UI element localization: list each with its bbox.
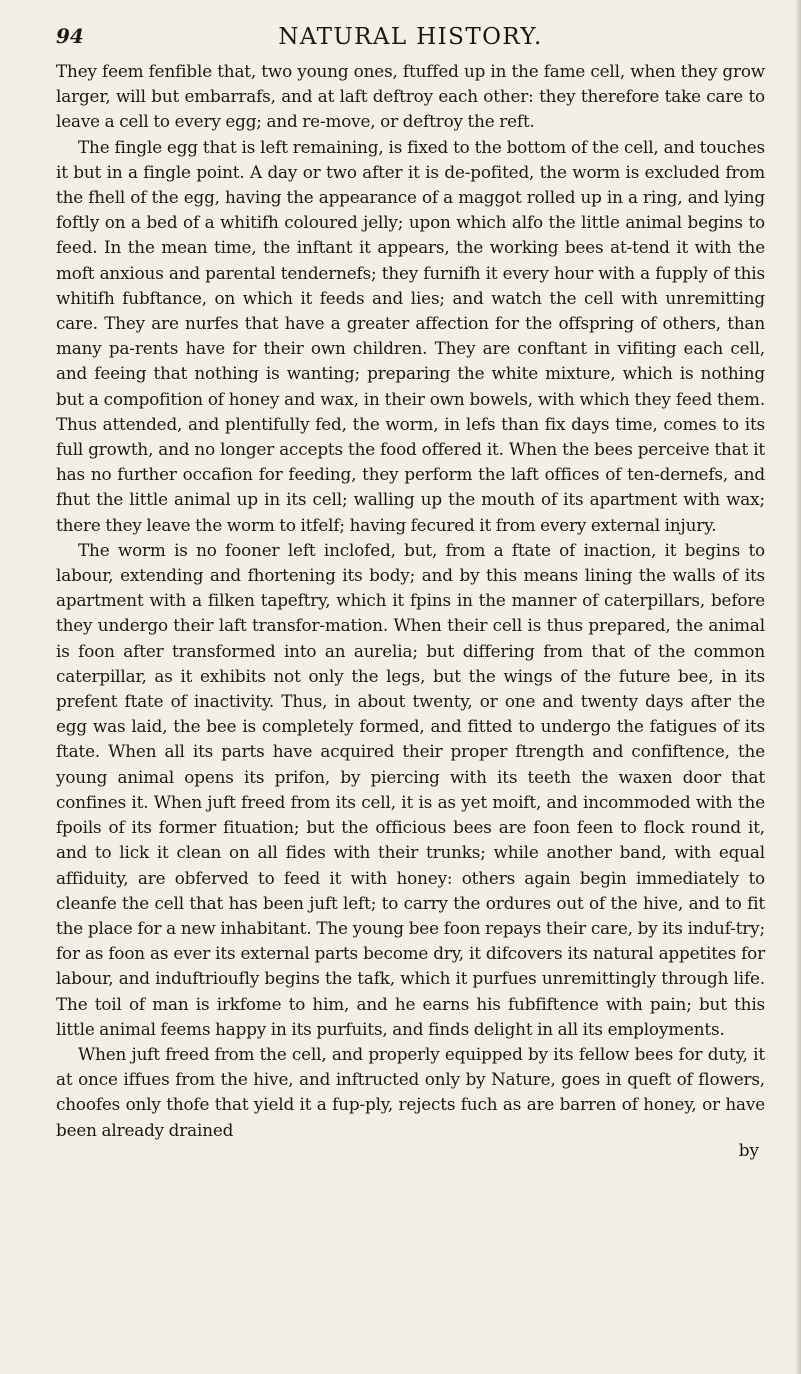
paragraph-3: The worm is no fooner left inclofed, but, from a ftate of inaction, it begins to labour, extending and fhortening its body; and by this means lining the walls of its apartment with a filken tapeftry, which it fpins in the manner of caterpillars, before they undergo their laft transfor-mation. When their cell is thus prepared, the animal is foon after transformed into an aurelia; but differing from that of the common caterpillar, as it exhibits not only the legs, but the wings of the future bee, in its prefent ftate of inactivity. Thus, in about twenty, or one and twenty days after the egg was laid, the bee is completely formed, and fitted to undergo the fatigues of its ftate. When all its parts have acquired their proper ftrength and confiftence, the young animal opens its prifon, by piercing with its teeth the waxen door that confines it. When juft freed from its cell, it is as yet moift, and incommoded with the fpoils of its former fituation; but the officious bees are foon feen to flock round it, and to lick it clean on all fides with their trunks; while another band, with equal affiduity, are obferved to feed it with honey: others again begin immediately to cleanfe the cell that has been juft left; to carry the ordures out of the hive, and to fit the place for a new inhabitant. The young bee foon repays their care, by its induf-try; for as foon as ever its external parts become dry, it difcovers its natural appetites for labour, and induftrioufly begins the tafk, which it purfues unremittingly through life. The toil of man is irkfome to him, and he earns his fubfiftence with pain; but this little animal feems happy in its purfuits, and finds delight in all its employments. xyxy=(56,539,765,1039)
paragraph-2: The fingle egg that is left remaining, is fixed to the bottom of the cell, and touches it but in a fingle point. A day or two after it is de-pofited, the worm is excluded from the fhell of the egg, having the appearance of a maggot rolled up in a ring, and lying foftly on a bed of a whitifh coloured jelly; upon which alfo the little animal begins to feed. In the mean time, the inftant it appears, the working bees at-tend it with the moft anxious and parental tendernefs; they furnifh it every hour with a fupply of this whitifh fubftance, on which it feeds and lies; and watch the cell with unremitting care. They are nurfes that have a greater affection for the offspring of others, than many pa-rents have for their own children. They are conftant in vifiting each cell, and feeing that nothing is wanting; preparing the white mixture, which is nothing but a compofition of honey and wax, in their own bowels, with which they feed them. Thus attended, and plentifully fed, the worm, in lefs than fix days time, comes to its full growth, and no longer accepts the food offered it. When the bees perceive that it has no further occafion for feeding, they perform the laft offices of ten-dernefs, and fhut the little animal up in its cell; walling up the mouth of its apartment with wax; there they leave the worm to itfelf; having fecured it from every external injury. xyxy=(56,136,765,535)
page-number: 94 xyxy=(56,24,84,48)
paragraph-4: When juft freed from the cell, and properly equipped by its fellow bees for duty, it at once iffues from the hive, and inftructed only by Nature, goes in queft of flowers, choofes only thofe that yield it a fup-ply, rejects fuch as are barren of honey, or have been already drained xyxy=(56,1043,765,1140)
paragraph-1: They feem fenfible that, two young ones, ftuffed up in the fame cell, when they grow larger, will but embarrafs, and at laft deftroy each other: they therefore take care to leave a cell to every egg; and re-move, or deftroy the reft. xyxy=(56,61,765,132)
page-edge-shadow xyxy=(795,0,801,1374)
body-text xyxy=(56,59,765,1143)
catchword: by xyxy=(738,1139,759,1160)
page-header xyxy=(56,18,765,56)
running-title: NATURAL HISTORY. xyxy=(278,24,543,50)
